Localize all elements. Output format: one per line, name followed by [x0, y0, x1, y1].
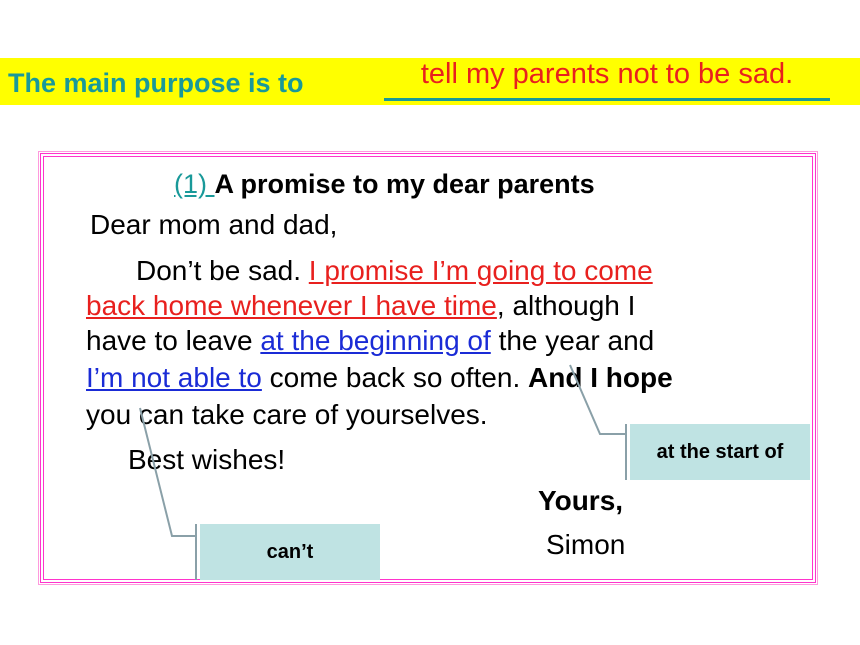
- purpose-lead: The main purpose is to: [8, 68, 304, 98]
- promise-highlight-2: back home whenever I have time: [86, 290, 497, 321]
- line1-plain: Don’t be sad.: [136, 255, 301, 286]
- phrase-not-able-to: I’m not able to: [86, 362, 262, 393]
- signature: Simon: [546, 529, 626, 560]
- signoff: Yours,: [538, 485, 624, 516]
- phrase-beginning-of: at the beginning of: [260, 325, 491, 356]
- line4-bold: And I hope: [528, 362, 673, 393]
- callout-at-the-start-of: at the start of: [630, 424, 810, 480]
- promise-highlight-1: I promise I’m going to come: [308, 255, 653, 286]
- line3-plain-b: the year and: [498, 325, 655, 356]
- leader-line-cant: [140, 408, 196, 536]
- line3-plain-a: have to leave: [86, 325, 253, 356]
- line2-plain: , although I: [496, 290, 636, 321]
- leader-line-start: [570, 365, 626, 434]
- body-line-5: you can take care of yourselves.: [86, 399, 488, 430]
- title-text: A promise to my dear parents: [214, 169, 595, 199]
- closing: Best wishes!: [128, 444, 286, 475]
- title-number: (1): [174, 169, 215, 199]
- salutation: Dear mom and dad,: [90, 209, 338, 240]
- line4-plain: come back so often.: [269, 362, 521, 393]
- purpose-answer: tell my parents not to be sad.: [420, 58, 794, 90]
- callout-cant: can’t: [200, 524, 380, 580]
